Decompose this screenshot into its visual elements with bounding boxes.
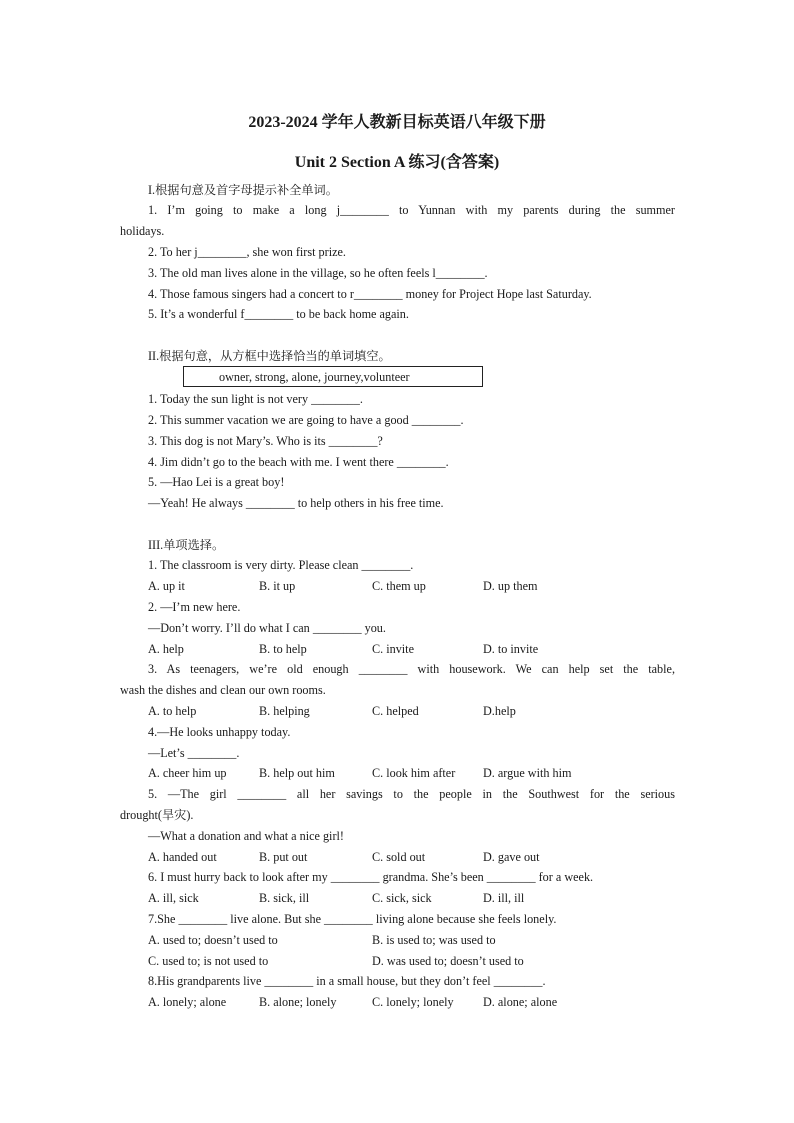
s3-q5-option-c: C. sold out xyxy=(372,850,426,864)
s3-question-5-cont: drought(旱灾). xyxy=(120,808,194,822)
s3-q6-option-a: A. ill, sick xyxy=(148,891,199,905)
s3-q5-option-d: D. gave out xyxy=(483,850,540,864)
s3-q7-option-a: A. used to; doesn’t used to xyxy=(148,933,278,947)
s3-q4-option-d: D. argue with him xyxy=(483,766,572,780)
document-title: 2023-2024 学年人教新目标英语八年级下册 xyxy=(248,114,546,131)
s3-q7-option-d: D. was used to; doesn’t used to xyxy=(372,954,524,968)
s2-question-5-reply: —Yeah! He always ________ to help others in his free time. xyxy=(148,496,444,510)
word-box-words: owner, strong, alone, journey,volunteer xyxy=(219,370,410,384)
s2-question-2: 2. This summer vacation we are going to have a good ________. xyxy=(148,413,464,427)
s1-question-1-cont: holidays. xyxy=(120,224,165,238)
s3-q3-option-d: D.help xyxy=(483,704,516,718)
s3-q2-option-c: C. invite xyxy=(372,642,414,656)
s3-q7-option-b: B. is used to; was used to xyxy=(372,933,496,947)
s3-q1-option-b: B. it up xyxy=(259,579,296,593)
s3-q8-option-b: B. alone; lonely xyxy=(259,995,337,1009)
s3-question-7: 7.She ________ live alone. But she ________ living alone because she feels lonely. xyxy=(148,912,557,926)
s3-question-6: 6. I must hurry back to look after my ________ grandma. She’s been ________ for a week. xyxy=(148,870,594,884)
s3-q4-option-c: C. look him after xyxy=(372,766,456,780)
s3-question-2: 2. —I’m new here. xyxy=(148,600,241,614)
document-subtitle: Unit 2 Section A 练习(含答案) xyxy=(294,154,500,171)
s3-q7-option-c: C. used to; is not used to xyxy=(148,954,269,968)
s3-q6-option-b: B. sick, ill xyxy=(259,891,310,905)
s3-q8-option-d: D. alone; alone xyxy=(483,995,558,1009)
s3-q4-option-b: B. help out him xyxy=(259,766,335,780)
s2-question-3: 3. This dog is not Mary’s. Who is its ________? xyxy=(148,434,383,448)
s3-question-3: 3. As teenagers, we’re old enough ________ with housework. We can help set the table, xyxy=(148,662,675,676)
s3-question-5: 5. —The girl ________ all her savings to the people in the Southwest for the serious xyxy=(148,787,675,801)
s2-question-1: 1. Today the sun light is not very ________. xyxy=(148,392,363,406)
s3-q6-option-d: D. ill, ill xyxy=(483,891,525,905)
s1-question-1: 1. I’m going to make a long j________ to Yunnan with my parents during the summer xyxy=(148,203,675,217)
s3-q3-option-c: C. helped xyxy=(372,704,419,718)
s3-q8-option-c: C. lonely; lonely xyxy=(372,995,454,1009)
s1-question-2: 2. To her j________, she won first prize. xyxy=(148,245,346,259)
s3-q8-option-a: A. lonely; alone xyxy=(148,995,227,1009)
s3-q6-option-c: C. sick, sick xyxy=(372,891,432,905)
s3-q2-option-b: B. to help xyxy=(259,642,307,656)
s3-question-8: 8.His grandparents live ________ in a small house, but they don’t feel ________. xyxy=(148,974,546,988)
s1-question-3: 3. The old man lives alone in the village, so he often feels l________. xyxy=(148,266,488,280)
s3-q1-option-d: D. up them xyxy=(483,579,538,593)
s3-question-4-reply: —Let’s ________. xyxy=(148,746,240,760)
s3-q4-option-a: A. cheer him up xyxy=(148,766,227,780)
s3-question-3-cont: wash the dishes and clean our own rooms. xyxy=(120,683,326,697)
s1-question-5: 5. It’s a wonderful f________ to be back home again. xyxy=(148,307,409,321)
s3-question-4: 4.—He looks unhappy today. xyxy=(148,725,291,739)
s3-q2-option-a: A. help xyxy=(148,642,184,656)
s3-question-1: 1. The classroom is very dirty. Please clean ________. xyxy=(148,558,414,572)
s1-question-4: 4. Those famous singers had a concert to r________ money for Project Hope last Saturday. xyxy=(148,287,592,301)
s3-question-2-reply: —Don’t worry. I’ll do what I can ________ you. xyxy=(148,621,386,635)
section-2-heading: II.根据句意，从方框中选择恰当的单词填空。 xyxy=(148,349,391,363)
word-box xyxy=(183,366,483,387)
section-1-heading: I.根据句意及首字母提示补全单词。 xyxy=(148,183,338,197)
s2-question-5: 5. —Hao Lei is a great boy! xyxy=(148,475,285,489)
s2-question-4: 4. Jim didn’t go to the beach with me. I went there ________. xyxy=(148,455,449,469)
s3-q1-option-a: A. up it xyxy=(148,579,185,593)
s3-q1-option-c: C. them up xyxy=(372,579,426,593)
s3-q3-option-a: A. to help xyxy=(148,704,197,718)
s3-q5-option-a: A. handed out xyxy=(148,850,217,864)
s3-q3-option-b: B. helping xyxy=(259,704,310,718)
section-3-heading: III.单项选择。 xyxy=(148,538,225,552)
s3-question-5-reply: —What a donation and what a nice girl! xyxy=(148,829,344,843)
s3-q5-option-b: B. put out xyxy=(259,850,308,864)
s3-q2-option-d: D. to invite xyxy=(483,642,539,656)
